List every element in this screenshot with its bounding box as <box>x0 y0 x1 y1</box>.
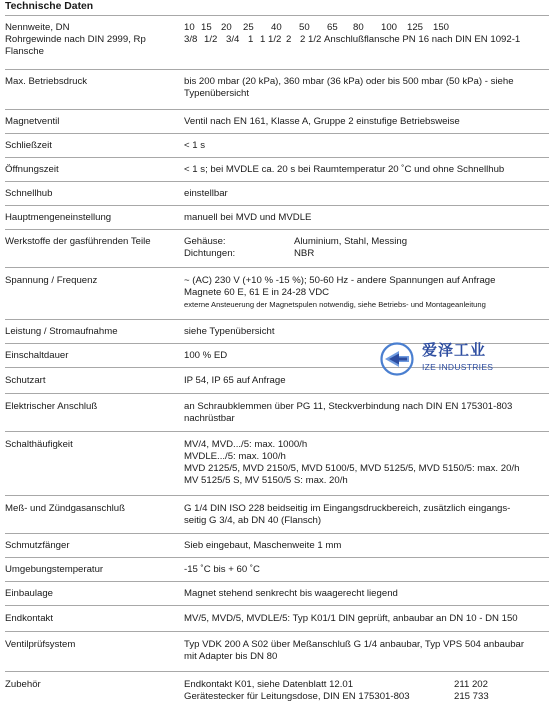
row-value <box>184 236 549 260</box>
row-value: manuell bei MVD und MVDLE <box>184 212 312 223</box>
row-label: Schnellhub <box>5 188 53 199</box>
watermark-en: IZE INDUSTRIES <box>422 362 494 372</box>
row-schalthaeufigkeit <box>5 432 549 496</box>
row-max-betriebsdruck <box>5 70 549 110</box>
row-value: Ventil nach EN 161, Klasse A, Gruppe 2 einstufige Betriebsweise <box>184 116 460 127</box>
row-value: MV/5, MVD/5, MVDLE/5: Typ K01/1 DIN geprüft, anbaubar an DN 10 - DN 150 <box>184 613 518 624</box>
row-value: IP 54, IP 65 auf Anfrage <box>184 375 286 386</box>
row-value <box>184 679 549 703</box>
row-label: Schalthäufigkeit <box>5 439 73 450</box>
row-schnellhub <box>5 182 549 206</box>
section-title: Technische Daten <box>5 1 94 12</box>
row-label: Endkontakt <box>5 613 54 624</box>
watermark-cn: 爱泽工业 <box>422 341 487 359</box>
row-hauptmengeneinstellung <box>5 206 549 230</box>
row-ventilpruefsystem <box>5 632 549 672</box>
row-value: ~ (AC) 230 V (+10 % -15 %); 50-60 Hz - andere Spannungen auf Anfrage Magnete 60 E, 61 E in 24-28 VDC externe Ansteuerung der Magnetspulen notwendig, siehe Betriebs- und Montageanleitung <box>184 275 496 309</box>
row-nennweite <box>5 16 549 70</box>
row-einbaulage <box>5 582 549 606</box>
row-label: Magnetventil <box>5 116 60 127</box>
row-endkontakt <box>5 606 549 632</box>
row-label: Leistung / Stromaufnahme <box>5 326 118 337</box>
row-value: G 1/4 DIN ISO 228 beidseitig im Eingangsdruckbereich, zusätzlich eingangs- seitig G 3/4, ab DN 40 (Flansch) <box>184 503 511 526</box>
row-value: Sieb eingebaut, Maschenweite 1 mm <box>184 540 342 551</box>
row-label: Schmutzfänger <box>5 540 70 551</box>
row-value: -15 ˚C bis + 60 ˚C <box>184 564 260 575</box>
row-label: Nennweite, DN Rohrgewinde nach DIN 2999, Rp Flansche <box>5 22 146 57</box>
flange-text: Anschlußflansche PN 16 nach DIN EN 1092-1 <box>324 34 521 45</box>
material-row: Dichtungen: NBR <box>184 248 315 259</box>
row-value: an Schraubklemmen über PG 11, Steckverbindung nach DIN EN 175301-803 nachrüstbar <box>184 401 513 424</box>
row-oeffnungszeit <box>5 158 549 182</box>
row-werkstoffe <box>5 230 549 268</box>
row-schmutzfaenger <box>5 534 549 558</box>
row-value: einstellbar <box>184 188 228 199</box>
row-label: Öffnungszeit <box>5 164 59 175</box>
row-value: Typ VDK 200 A S02 über Meßanschluß G 1/4 anbaubar, Typ VPS 504 anbaubar mit Adapter bis DN 80 <box>184 639 525 662</box>
row-label: Einschaltdauer <box>5 350 69 361</box>
row-label: Meß- und Zündgasanschluß <box>5 503 125 514</box>
row-value <box>184 22 549 46</box>
row-value: 100 % ED <box>184 350 228 361</box>
row-label: Zubehör <box>5 679 41 690</box>
row-label: Werkstoffe der gasführenden Teile <box>5 236 151 247</box>
material-row: Gehäuse: Aluminium, Stahl, Messing <box>184 236 408 247</box>
watermark <box>380 342 545 376</box>
row-mess-zuendgasanschluss <box>5 496 549 534</box>
accessory-row: Endkontakt K01, siehe Datenblatt 12.01 211 202 <box>184 679 488 690</box>
row-value: < 1 s; bei MVDLE ca. 20 s bei Raumtemperatur 20 ˚C und ohne Schnellhub <box>184 164 505 175</box>
row-value: bis 200 mbar (20 kPa), 360 mbar (36 kPa) oder bis 500 mbar (50 kPa) - siehe Typenübersicht <box>184 76 514 99</box>
rp-sizes: 3/8 1/2 3/4 1 1 1/2 2 2 1/2 <box>184 34 322 45</box>
row-value: < 1 s <box>184 140 206 151</box>
row-label: Elektrischer Anschluß <box>5 401 98 412</box>
row-label: Umgebungstemperatur <box>5 564 104 575</box>
row-label: Ventilprüfsystem <box>5 639 76 650</box>
row-value: siehe Typenübersicht <box>184 326 275 337</box>
row-zubehoer <box>5 672 549 702</box>
row-label: Spannung / Frequenz <box>5 275 98 286</box>
ize-logo-icon <box>380 342 414 376</box>
dn-sizes: 10 15 20 25 40 50 65 80 100 125 150 <box>184 22 450 33</box>
row-label: Max. Betriebsdruck <box>5 76 88 87</box>
row-spannung-frequenz <box>5 268 549 320</box>
accessory-row: Gerätestecker für Leitungsdose, DIN EN 175301-803 215 733 <box>184 691 489 702</box>
row-value: MV/4, MVD.../5: max. 1000/h MVDLE.../5: max. 100/h MVD 2125/5, MVD 2150/5, MVD 5100/5, MVD 5125/5, MVD 5150/5: max. 20/h MV 5125/5 S, MV 5150/5 S: max. 20/h <box>184 439 520 486</box>
row-elektrischer-anschluss <box>5 394 549 432</box>
row-value: Magnet stehend senkrecht bis waagerecht liegend <box>184 588 398 599</box>
row-label: Hauptmengeneinstellung <box>5 212 112 223</box>
row-label: Einbaulage <box>5 588 54 599</box>
row-schliesszeit <box>5 134 549 158</box>
row-umgebungstemperatur <box>5 558 549 582</box>
row-label: Schließzeit <box>5 140 52 151</box>
row-label: Schutzart <box>5 375 46 386</box>
row-magnetventil <box>5 110 549 134</box>
